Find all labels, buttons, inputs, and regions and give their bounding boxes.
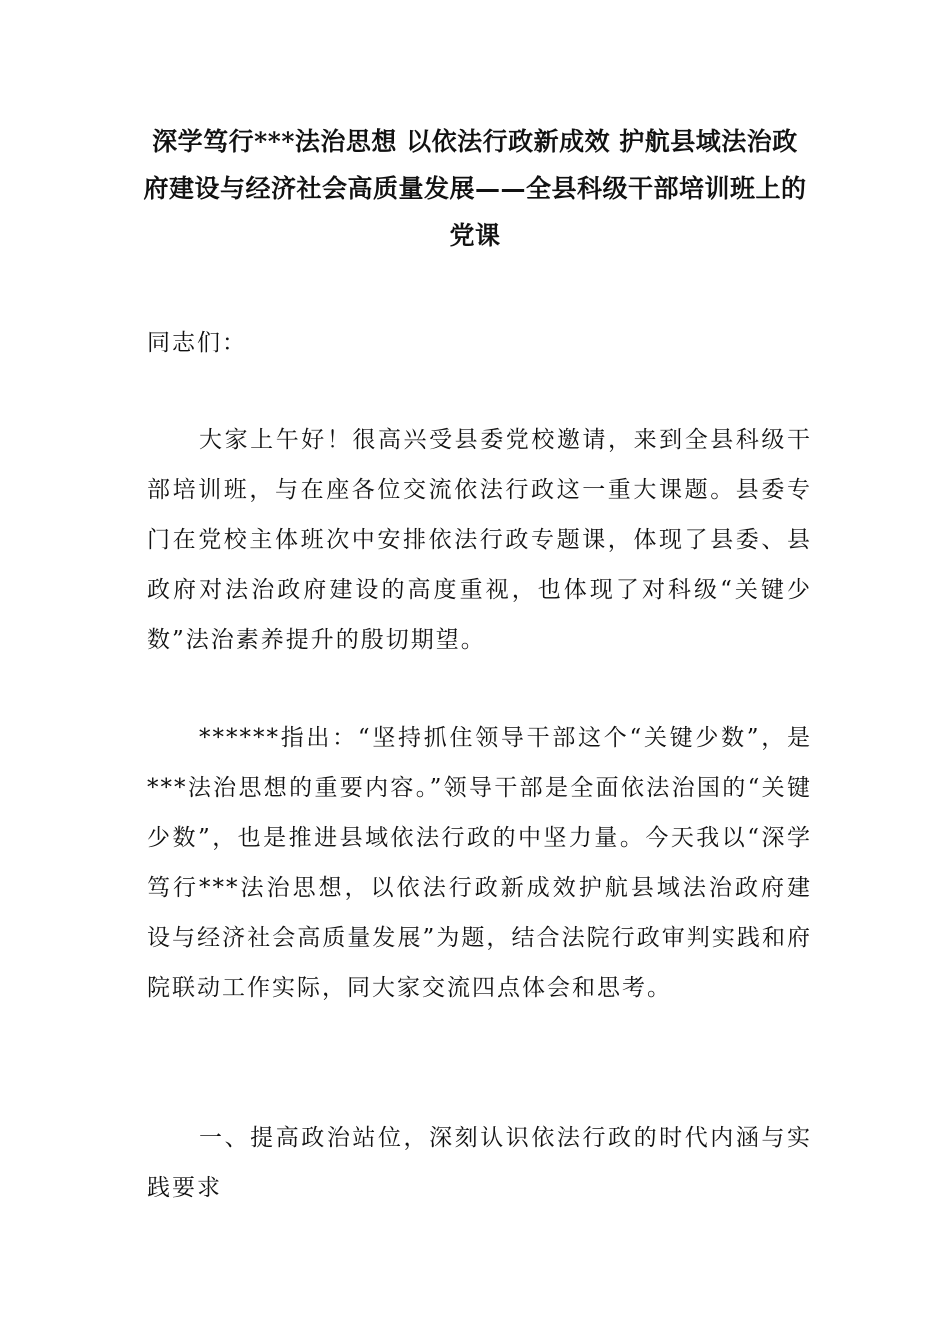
- salutation: 同志们：: [147, 330, 247, 356]
- paragraph-topic: ******指出：“坚持抓住领导干部这个“关键少数”，是***法治思想的重要内容。”领导干部是全面依法治国的“关键少数”，也是推进县域依法行政的中坚力量。今天我以“深学笃行***法治思想，以依法行政新成效护航县域法治政府建设与经济社会高质量发展”为题，结合法院行政审判实践和府院联动工作实际，同大家交流四点体会和思考。: [147, 725, 812, 1001]
- paragraph-opening: 大家上午好！很高兴受县委党校邀请，来到全县科级干部培训班，与在座各位交流依法行政这一重大课题。县委专门在党校主体班次中安排依法行政专题课，体现了县委、县政府对法治政府建设的高度重视，也体现了对科级“关键少数”法治素养提升的殷切期望。: [147, 427, 812, 653]
- section-heading-one: 一、提高政治站位，深刻认识依法行政的时代内涵与实践要求: [147, 1125, 812, 1201]
- document-title: 深学笃行***法治思想 以依法行政新成效 护航县域法治政府建设与经济社会高质量发展——全县科级干部培训班上的党课: [143, 127, 807, 250]
